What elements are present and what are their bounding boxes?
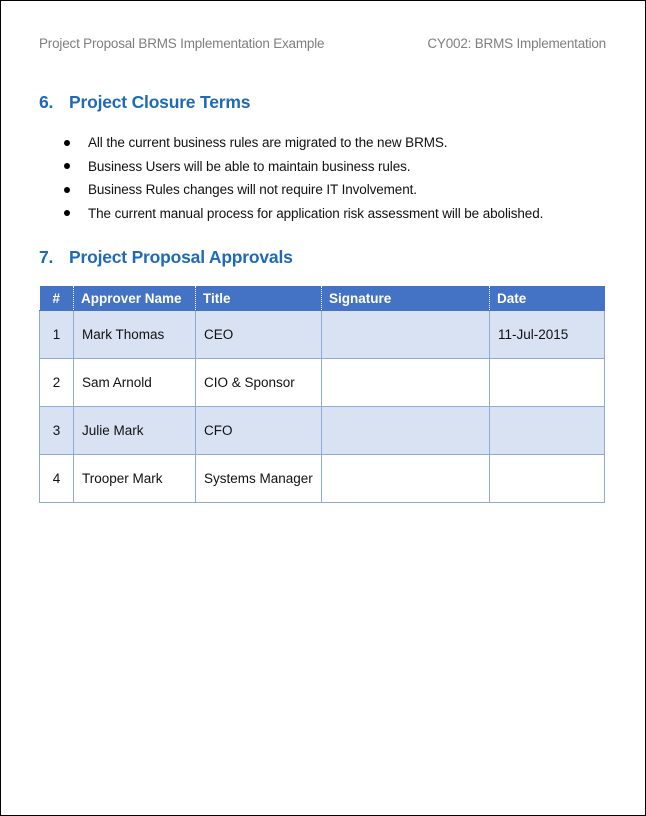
cell-date — [490, 359, 605, 407]
bullet-icon — [64, 163, 70, 169]
list-item-text: Business Rules changes will not require IT Involvement. — [88, 182, 417, 198]
list-item — [64, 131, 543, 155]
cell-date: 11-Jul-2015 — [490, 311, 605, 359]
section-number: 6. — [39, 92, 54, 112]
bullet-icon — [64, 210, 70, 216]
bullet-icon — [64, 187, 70, 193]
cell-number: 3 — [40, 407, 74, 455]
cell-approver-name: Trooper Mark — [74, 455, 196, 503]
cell-number: 1 — [40, 311, 74, 359]
list-item — [64, 155, 543, 179]
list-item-text: The current manual process for application risk assessment will be abolished. — [88, 205, 544, 221]
closure-terms-list — [64, 131, 543, 225]
cell-date — [490, 407, 605, 455]
section-heading-closure-terms — [39, 92, 250, 113]
section-heading-approvals — [39, 247, 293, 268]
column-header-number: # — [40, 286, 74, 311]
table-row — [40, 311, 605, 359]
cell-approver-name: Julie Mark — [74, 407, 196, 455]
column-header-title: Title — [196, 286, 322, 311]
column-header-signature: Signature — [322, 286, 490, 311]
cell-number: 2 — [40, 359, 74, 407]
cell-signature — [322, 455, 490, 503]
table-row — [40, 455, 605, 503]
cell-number: 4 — [40, 455, 74, 503]
cell-signature — [322, 311, 490, 359]
bullet-icon — [64, 140, 70, 146]
cell-title: Systems Manager — [196, 455, 322, 503]
list-item-text: Business Users will be able to maintain business rules. — [88, 158, 411, 174]
cell-title: CFO — [196, 407, 322, 455]
column-header-approver-name: Approver Name — [74, 286, 196, 311]
list-item-text: All the current business rules are migrated to the new BRMS. — [88, 135, 448, 151]
header-document-code: CY002: BRMS Implementation — [427, 36, 606, 51]
list-item — [64, 202, 543, 226]
section-number: 7. — [39, 247, 54, 267]
cell-title: CEO — [196, 311, 322, 359]
header-document-title: Project Proposal BRMS Implementation Example — [39, 36, 325, 51]
cell-date — [490, 455, 605, 503]
table-row — [40, 407, 605, 455]
cell-approver-name: Mark Thomas — [74, 311, 196, 359]
list-item — [64, 178, 543, 202]
page-header — [39, 36, 606, 51]
table-row — [40, 359, 605, 407]
section-title: Project Proposal Approvals — [69, 247, 293, 267]
cell-signature — [322, 407, 490, 455]
approvals-table — [39, 286, 605, 503]
section-title: Project Closure Terms — [69, 92, 251, 112]
table-header-row — [40, 286, 605, 311]
column-header-date: Date — [490, 286, 605, 311]
cell-title: CIO & Sponsor — [196, 359, 322, 407]
cell-approver-name: Sam Arnold — [74, 359, 196, 407]
cell-signature — [322, 359, 490, 407]
